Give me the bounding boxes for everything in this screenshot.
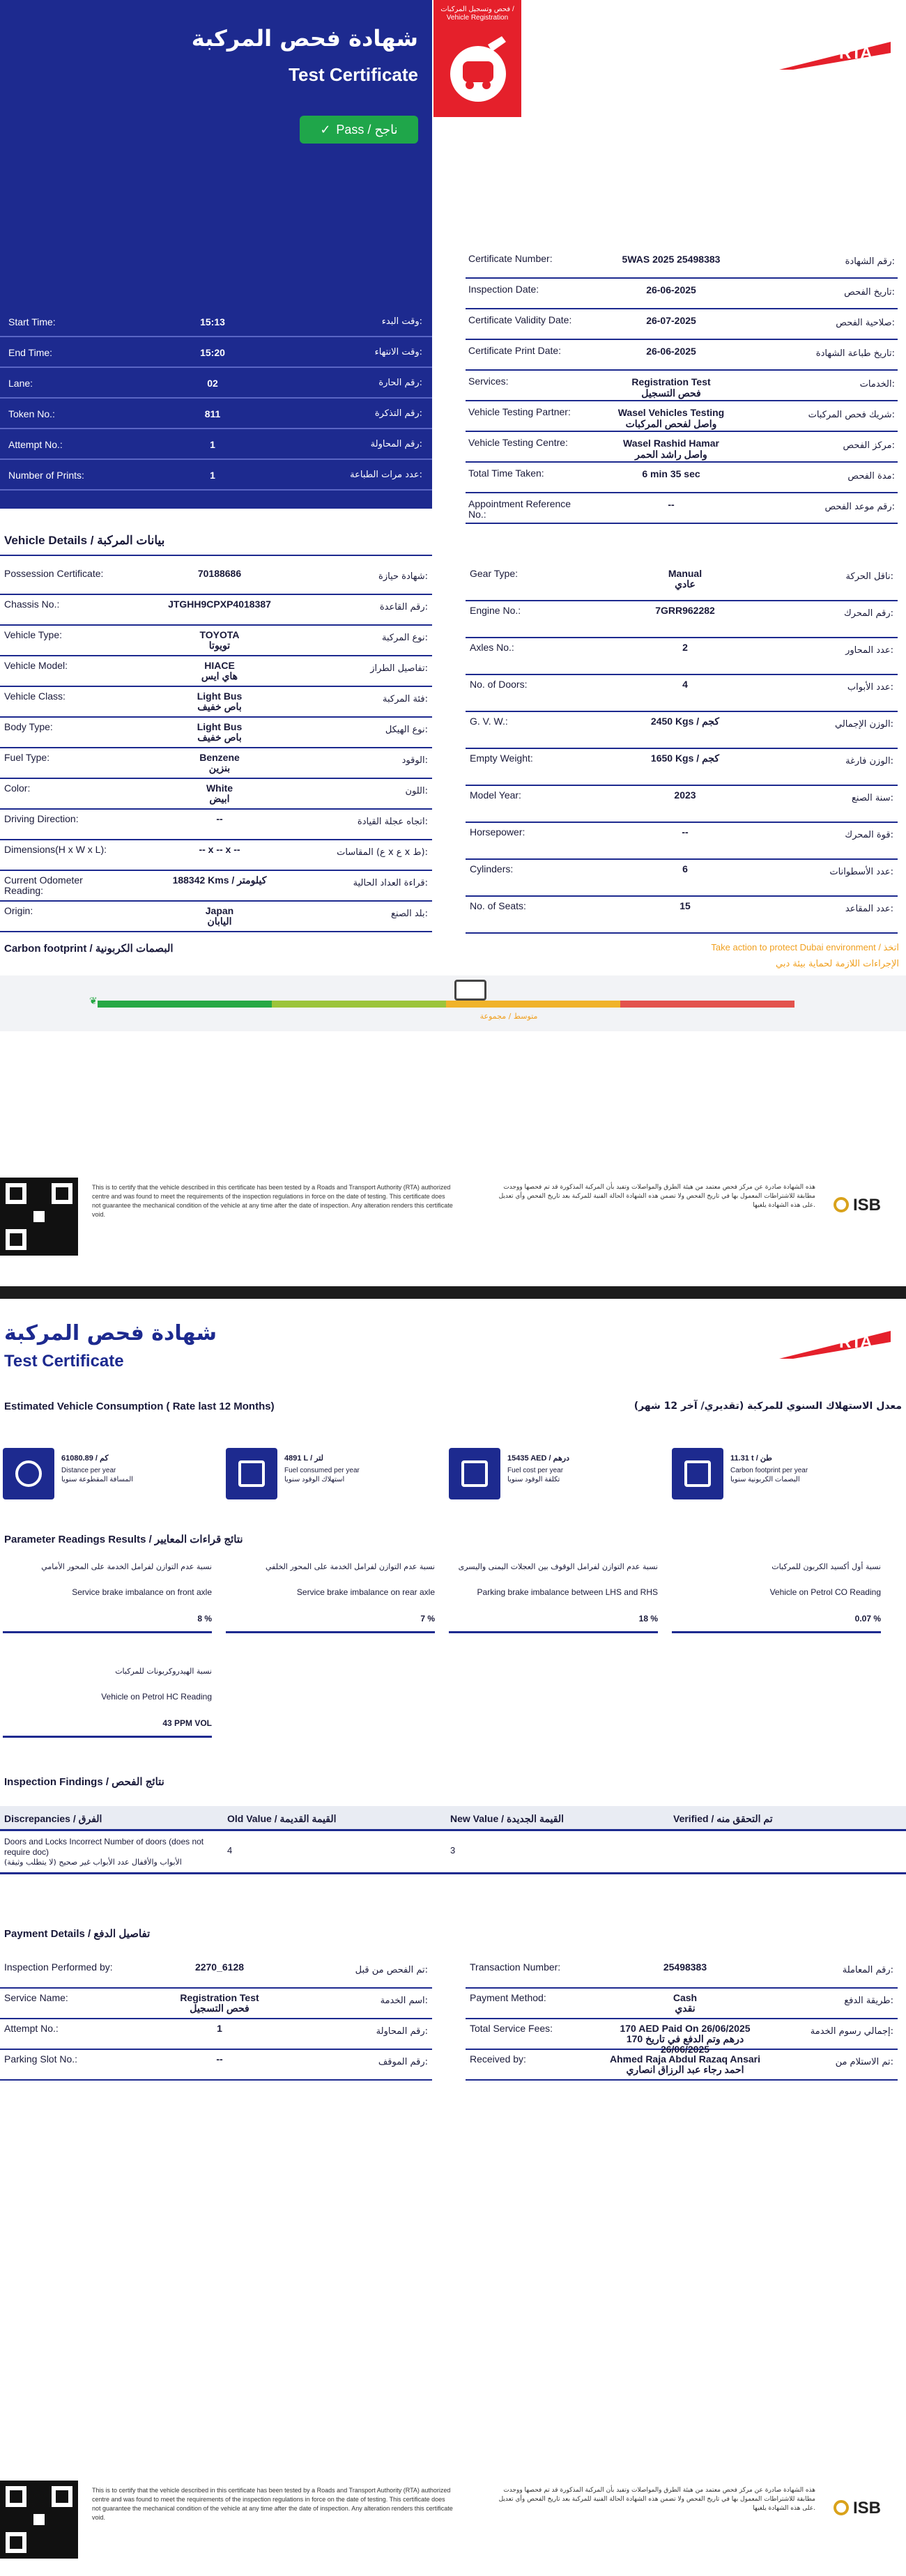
payment-right-label-ar: إجمالي رسوم الخدمة: (810, 2026, 893, 2037)
isb-logo-page2: ISB (834, 2494, 893, 2522)
carbon-segment-moderate (272, 1001, 446, 1008)
param-label-en: Vehicle on Petrol HC Reading (101, 1692, 212, 1702)
certificate-label: Appointment Reference No.: (468, 498, 571, 520)
vehicle-right-value: 2 (682, 642, 688, 653)
param-label-en: Vehicle on Petrol CO Reading (769, 1587, 881, 1597)
vehicle-left-row (0, 564, 432, 595)
vehicle-right-label: Gear Type: (470, 568, 519, 579)
vehicle-left-row (0, 656, 432, 687)
payment-left-row (0, 2050, 432, 2081)
certificate-value: 26-06-2025 (646, 346, 696, 357)
param-value: 43 PPM VOL (162, 1718, 212, 1728)
vehicle-right-label: Horsepower: (470, 826, 525, 838)
footer2-text-ar: هذه الشهادة صادرة عن مركز فحص معتمد من هيئة الطرق والمواصلات وتفيد بأن المركبة المذكورة قد تم فحصها ووجدت مطابقة للاشتراطات المعمول بها في تاريخ الفحص ولا تضمن هذه الشهادة الحالة الفنية للمركبة بعد تاريخ الفحص وأي تعديل على هذه الشهادة يلغيها. (498, 2487, 815, 2512)
certificate-page-1 (0, 0, 906, 1286)
payment-right-label: Total Service Fees: (470, 2023, 553, 2034)
timing-row (0, 337, 432, 368)
vehicle-left-label: Fuel Type: (4, 752, 50, 763)
vehicle-right-row (466, 897, 898, 934)
consumption-desc: Distance per year المسافة المقطوعة سنويا (61, 1467, 134, 1483)
footer-text-ar: هذه الشهادة صادرة عن مركز فحص معتمد من هيئة الطرق والمواصلات وتفيد بأن المركبة المذكورة قد تم فحصها ووجدت مطابقة للاشتراطات المعمول بها في تاريخ الفحص ولا تضمن هذه الشهادة الحالة الفنية للمركبة بعد تاريخ الفحص وأي تعديل على هذه الشهادة يلغيها. (498, 1184, 815, 1209)
param-value: 18 % (638, 1614, 658, 1624)
payment-left-row (0, 1958, 432, 1989)
vehicle-right-label-ar: عدد الأبواب: (847, 682, 893, 693)
consumption-card (226, 1448, 428, 1504)
certificate-value: 6 min 35 sec (642, 468, 700, 479)
vehicle-left-value: HIACE هاي ايس (201, 660, 238, 681)
payment-left-value: -- (216, 2053, 223, 2065)
param-label-ar: نسبة الهيدروكربونات للمركبات (115, 1667, 212, 1676)
payment-right-value: 170 AED Paid On 26/06/2025 170 درهم وتم الدفع في تاريخ 26/06/2025 (620, 2023, 751, 2055)
vehicle-right-value: -- (682, 826, 689, 838)
param-label-en: Service brake imbalance on rear axle (296, 1587, 435, 1597)
timing-label: Lane: (8, 378, 33, 389)
vehicle-right-label-ar: عدد المقاعد: (845, 904, 893, 914)
timing-value: 02 (207, 378, 218, 389)
consumption-desc: Carbon footprint per year البصمات الكربونية سنويا (730, 1467, 808, 1483)
vehicle-right-label: Engine No.: (470, 605, 521, 616)
title-english: Test Certificate (289, 64, 418, 85)
param-title: Parameter Readings Results / نتائج قراءات المعايير (4, 1534, 243, 1545)
speedometer-icon (3, 1448, 54, 1499)
payment-left-label-ar: تم الفحص من قبل: (355, 1965, 428, 1975)
timing-label: Attempt No.: (8, 439, 63, 450)
vehicle-left-row (0, 779, 432, 810)
param-reading (226, 1557, 435, 1633)
param-reading (3, 1661, 212, 1738)
page-separator (0, 1286, 906, 1299)
qr-code (0, 1178, 78, 1256)
certificate-row (466, 279, 898, 309)
payment-left-row (0, 1989, 432, 2019)
vehicle-left-value: White ابيض (206, 782, 233, 804)
consumption-card (672, 1448, 874, 1504)
param-label-en: Service brake imbalance on front axle (72, 1587, 212, 1597)
vehicle-right-label: G. V. W.: (470, 716, 508, 727)
finding-desc-ar: الأبواب والأقفال عدد الأبواب غير صحيح (لا يتطلب وثيقة) (4, 1858, 182, 1867)
consumption-card (3, 1448, 205, 1504)
vehicle-left-label: Driving Direction: (4, 813, 79, 824)
payment-right-row (466, 2050, 898, 2081)
payment-right-row (466, 1989, 898, 2019)
param-label-ar: نسبة أول أكسيد الكربون للمركبات (771, 1562, 881, 1571)
vehicle-left-value: Benzene بنزين (199, 752, 240, 773)
vehicle-left-value: -- x -- x -- (199, 844, 240, 855)
vehicle-right-label: Model Year: (470, 789, 521, 801)
consumption-value: 11.31 t / طن (730, 1454, 772, 1463)
fuel-pump-icon (226, 1448, 277, 1499)
payment-left-value: 1 (217, 2023, 222, 2034)
pass-label: Pass / ناجح (336, 122, 398, 137)
certificate-label-ar: مركز الفحص: (843, 440, 895, 451)
vehicle-left-row (0, 902, 432, 932)
payment-right-label-ar: تم الاستلام من: (835, 2057, 893, 2067)
payment-left-label-ar: اسم الخدمة: (380, 1996, 428, 2006)
payment-right-value: 25498383 (663, 1961, 707, 1973)
vehicle-left-row (0, 626, 432, 656)
timing-value: 15:13 (200, 316, 225, 327)
consumption-desc: Fuel cost per year تكلفة الوقود سنويا (507, 1467, 564, 1483)
timing-value: 15:20 (200, 347, 225, 358)
certificate-row (466, 248, 898, 279)
vehicle-marker-icon (454, 980, 486, 1001)
certificate-label-ar: تاريخ طباعة الشهادة: (815, 348, 895, 359)
timing-label-ar: رقم الحارة: (378, 378, 422, 388)
finding-old-value: 4 (227, 1845, 233, 1856)
rta-logo-page2 (772, 1317, 898, 1366)
vehicle-right-label: Cylinders: (470, 863, 514, 874)
timing-row (0, 368, 432, 399)
certificate-label-ar: رقم موعد الفحص: (824, 502, 895, 512)
vehicle-right-value: 2450 Kgs / كجم (650, 716, 720, 727)
payment-right-label-ar: رقم المعاملة: (842, 1965, 893, 1975)
vehicle-right-row (466, 675, 898, 712)
vehicle-right-row (466, 638, 898, 675)
vehicle-right-row (466, 860, 898, 897)
payment-left-label-ar: رقم المحاولة: (376, 2026, 428, 2037)
timing-value: 811 (204, 408, 221, 419)
service-logo-box (433, 0, 521, 117)
certificate-value: 26-07-2025 (646, 315, 696, 326)
certificate-label: Certificate Number: (468, 253, 553, 264)
vehicle-right-label-ar: ناقل الحركة: (845, 571, 893, 582)
consumption-value: 61080.89 / كم (61, 1454, 109, 1463)
payment-title: Payment Details / تفاصيل الدفع (4, 1928, 151, 1940)
vehicle-left-row (0, 748, 432, 779)
vehicle-left-label: Color: (4, 782, 31, 794)
vehicle-left-label-ar: تفاصيل الطراز: (370, 663, 428, 674)
vehicle-left-label: Vehicle Model: (4, 660, 68, 671)
vehicle-right-label-ar: سنة الصنع: (852, 793, 893, 803)
carbon-title: Carbon footprint / البصمات الكربونية (4, 943, 174, 955)
vehicle-right-value: 6 (682, 863, 688, 874)
timing-row (0, 460, 432, 491)
consumption-value: 15435 AED / درهم (507, 1454, 569, 1463)
certificate-label-ar: تاريخ الفحص: (844, 287, 895, 298)
param-label-en: Parking brake imbalance between LHS and RHS (477, 1587, 658, 1597)
payment-right-value: Cash نقدي (673, 1992, 698, 2014)
page2-title-english: Test Certificate (4, 1352, 124, 1371)
param-value: 8 % (197, 1614, 212, 1624)
carbon-marker-label: متوسط / مجموعة (479, 1012, 538, 1021)
service-caption: فحص وتسجيل المركبات / Vehicle Registration (440, 6, 514, 22)
consumption-title-ar: معدل الاستهلاك السنوي للمركبة (تقديري/ آخر 12 شهر) (634, 1401, 902, 1412)
vehicle-left-label: Current Odometer Reading: (4, 874, 83, 896)
certificate-value: 5WAS 2025 25498383 (622, 254, 721, 265)
vehicle-left-label: Dimensions(H x W x L): (4, 844, 107, 855)
vehicle-left-row (0, 718, 432, 748)
consumption-desc: Fuel consumed per year استهلاك الوقود سنويا (284, 1467, 360, 1483)
pass-badge (300, 116, 418, 144)
findings-col-new: New Value / القيمة الجديدة (450, 1813, 565, 1824)
vehicle-right-value: 7GRR962282 (655, 605, 715, 616)
timing-row (0, 429, 432, 460)
timing-row (0, 307, 432, 337)
vehicle-left-label: Chassis No.: (4, 599, 60, 610)
footer-page2 (0, 2481, 906, 2564)
certificate-row (466, 371, 898, 401)
timing-row (0, 399, 432, 429)
param-value: 7 % (420, 1614, 435, 1624)
vehicle-left-row (0, 810, 432, 840)
payment-left-value: 2270_6128 (194, 1961, 245, 1973)
timing-value: 1 (210, 439, 215, 450)
vehicle-right-label: Empty Weight: (470, 753, 533, 764)
leaf-icon: ❦ (89, 995, 98, 1006)
vehicle-left-label-ar: بلد الصنع: (391, 909, 428, 919)
check-icon: ✓ (320, 122, 331, 137)
vehicle-right-row (466, 786, 898, 823)
carbon-segment-low (98, 1001, 272, 1008)
certificate-row (466, 401, 898, 432)
vehicle-left-value: Light Bus باص خفيف (197, 691, 243, 712)
car-inspection-icon (446, 31, 510, 107)
timing-label: Start Time: (8, 316, 56, 327)
vehicle-left-label-ar: قراءة العداد الحالية: (353, 878, 428, 888)
rta-logo (772, 28, 898, 77)
findings-col-verified: Verified / تم التحقق منه (673, 1813, 773, 1824)
vehicle-right-label-ar: قوة المحرك: (845, 830, 893, 840)
payment-right-label: Transaction Number: (470, 1961, 561, 1973)
payment-left-label: Attempt No.: (4, 2023, 59, 2034)
consumption-title-en: Estimated Vehicle Consumption ( Rate last 12 Months) (4, 1401, 275, 1412)
certificate-row (466, 463, 898, 493)
vehicle-left-row (0, 840, 432, 871)
consumption-card (449, 1448, 651, 1504)
vehicle-right-row (466, 601, 898, 638)
vehicle-left-value: TOYOTA تويوتا (199, 629, 240, 651)
findings-col-old: Old Value / القيمة القديمة (227, 1813, 337, 1824)
leaf-icon (672, 1448, 723, 1499)
certificate-row (466, 340, 898, 371)
vehicle-left-value: 188342 Kms / كيلومتر (172, 874, 267, 886)
vehicle-right-label-ar: عدد الأسطوانات: (829, 867, 893, 877)
isb-logo: ISB (834, 1191, 893, 1219)
svg-text:RTA: RTA (839, 1333, 873, 1352)
timing-label: Number of Prints: (8, 470, 84, 481)
vehicle-left-label-ar: نوع الهيكل: (385, 725, 428, 735)
certificate-row (466, 493, 898, 524)
divider (0, 555, 432, 556)
title-arabic: شهادة فحص المركبة (191, 25, 418, 52)
certificate-value: Wasel Vehicles Testing واصل لفحص المركبات (617, 407, 725, 429)
vehicle-left-label: Vehicle Type: (4, 629, 63, 640)
vehicle-left-value: 70188686 (197, 568, 242, 579)
page2-title-arabic: شهادة فحص المركبة (4, 1321, 217, 1345)
param-label-ar: نسبة عدم التوازن لفرامل الخدمة على المحور الأمامي (41, 1562, 212, 1571)
certificate-label: Vehicle Testing Centre: (468, 437, 568, 448)
finding-desc-en: Doors and Locks Incorrect Number of doors (does not require doc) (4, 1837, 204, 1857)
vehicle-left-label: Vehicle Class: (4, 691, 66, 702)
payment-left-row (0, 2019, 432, 2050)
vehicle-right-label-ar: رقم المحرك: (843, 608, 893, 619)
payment-right-label-ar: طريقة الدفع: (844, 1996, 893, 2006)
certificate-value: Wasel Rashid Hamar واصل راشد الحمر (623, 438, 719, 460)
param-value: 0.07 % (854, 1614, 881, 1624)
vehicle-left-value: Light Bus باص خفيف (197, 721, 243, 743)
carbon-segment-very-high (620, 1001, 794, 1008)
timing-label-ar: وقت البدء: (381, 316, 422, 327)
certificate-label: Vehicle Testing Partner: (468, 406, 571, 417)
payment-right-value: Ahmed Raja Abdul Razaq Ansari احمد رجاء عبد الرزاق انصاري (609, 2053, 760, 2075)
vehicle-left-label: Origin: (4, 905, 33, 916)
vehicle-left-label-ar: الوقود: (401, 755, 428, 766)
vehicle-left-value: -- (216, 813, 223, 824)
timing-label: End Time: (8, 347, 53, 358)
vehicle-right-row (466, 564, 898, 601)
certificate-label: Inspection Date: (468, 284, 539, 295)
money-stack-icon (449, 1448, 500, 1499)
vehicle-left-label-ar: اتجاه عجلة القيادة: (357, 817, 428, 827)
payment-right-label: Received by: (470, 2053, 526, 2065)
vehicle-right-label: Axles No.: (470, 642, 514, 653)
vehicle-left-label-ar: فئة المركبة: (383, 694, 428, 704)
vehicle-right-value: Manual عادي (668, 568, 702, 589)
payment-right-row (466, 1958, 898, 1989)
vehicle-right-value: 2023 (674, 789, 696, 801)
vehicle-right-row (466, 712, 898, 749)
vehicle-left-label: Possession Certificate: (4, 568, 104, 579)
certificate-value: -- (668, 499, 675, 510)
consumption-value: 4891 L / لتر (284, 1454, 323, 1463)
vehicle-right-value: 1650 Kgs / كجم (650, 753, 720, 764)
payment-right-label: Payment Method: (470, 1992, 546, 2003)
certificate-label-ar: الخدمات: (859, 379, 895, 390)
timing-label-ar: رقم المحاولة: (370, 439, 422, 449)
timing-label-ar: عدد مرات الطباعة: (350, 470, 422, 480)
findings-table-header (0, 1806, 906, 1831)
timing-label-ar: وقت الانتهاء: (374, 347, 422, 357)
timing-label: Token No.: (8, 408, 55, 419)
vehicle-left-label-ar: اللون: (405, 786, 428, 796)
vehicle-right-label-ar: عدد المحاور: (845, 645, 893, 656)
certificate-label-ar: مدة الفحص: (847, 471, 895, 481)
vehicle-left-label-ar: نوع المركبة: (382, 633, 428, 643)
finding-new-value: 3 (450, 1845, 456, 1856)
certificate-label-ar: رقم الشهادة: (845, 256, 895, 267)
findings-col-discrepancies: Discrepancies / الفرق (4, 1813, 102, 1824)
vehicle-right-label: No. of Doors: (470, 679, 528, 690)
footer2-text-en: This is to certify that the vehicle described in this certificate has been tested by a Roads and Transport Authority (RTA) authorized centre and was found to meet the requirements of the inspection regulations in force on the date of testing. This certificate does not guarantee the mechanical condition of the vehicle at any time after the date of inspection. Any alteration renders this certificate void. (92, 2487, 453, 2521)
vehicle-details-title: Vehicle Details / بيانات المركبة (4, 534, 165, 547)
payment-left-label: Parking Slot No.: (4, 2053, 78, 2065)
certificate-label: Certificate Validity Date: (468, 314, 572, 325)
certificate-label-ar: شريك فحص المركبات: (808, 410, 895, 420)
payment-left-value: Registration Test فحص التسجيل (180, 1992, 259, 2014)
vehicle-right-label-ar: الوزن فارغة: (845, 756, 893, 766)
payment-left-label: Inspection Performed by: (4, 1961, 113, 1973)
payment-right-row (466, 2019, 898, 2055)
certificate-value: 26-06-2025 (646, 284, 696, 295)
findings-row (0, 1833, 906, 1874)
certificate-row (466, 309, 898, 340)
findings-title: Inspection Findings / نتائج الفحص (4, 1776, 164, 1788)
certificate-label-ar: صلاحية الفحص: (836, 318, 895, 328)
param-reading (449, 1557, 658, 1633)
vehicle-left-row (0, 871, 432, 902)
vehicle-left-value: JTGHH9CPXP4018387 (168, 599, 271, 610)
payment-left-label-ar: رقم الموقف: (378, 2057, 428, 2067)
vehicle-left-label: Body Type: (4, 721, 53, 732)
param-reading (672, 1557, 881, 1633)
carbon-note-en: Take action to protect Dubai environment / اتخذ (711, 942, 899, 952)
vehicle-left-value: Japan اليابان (205, 905, 234, 927)
vehicle-right-row (466, 749, 898, 786)
vehicle-right-value: 4 (682, 679, 688, 690)
qr-code-page2 (0, 2481, 78, 2559)
vehicle-left-row (0, 687, 432, 718)
vehicle-right-label: No. of Seats: (470, 900, 526, 911)
carbon-note-ar: الإجراءات اللازمة لحماية بيئة دبي (776, 959, 899, 969)
vehicle-left-label-ar: المقاسات (ع x ع x ط): (337, 847, 428, 858)
carbon-segment-high (446, 1001, 620, 1008)
vehicle-left-label-ar: رقم القاعدة: (379, 602, 428, 612)
vehicle-right-label-ar: الوزن الإجمالي: (835, 719, 893, 730)
footer (0, 1178, 906, 1261)
timing-value: 1 (210, 470, 215, 481)
param-reading (3, 1557, 212, 1633)
timing-label-ar: رقم التذكرة: (374, 408, 422, 419)
vehicle-right-value: 15 (680, 900, 691, 911)
certificate-label: Services: (468, 376, 509, 387)
vehicle-left-row (0, 595, 432, 626)
certificate-label: Certificate Print Date: (468, 345, 562, 356)
param-label-ar: نسبة عدم التوازن لفرامل الوقوف بين العجلات اليمنى واليسرى (458, 1562, 658, 1571)
vehicle-right-row (466, 823, 898, 860)
certificate-value: Registration Test فحص التسجيل (631, 376, 711, 399)
footer-text-en: This is to certify that the vehicle described in this certificate has been tested by a Roads and Transport Authority (RTA) authorized centre and was found to meet the requirements of the inspection regulations in force on the date of testing. This certificate does not guarantee the mechanical condition of the vehicle at any time after the date of inspection. Any alteration renders this certificate void. (92, 1184, 453, 1218)
vehicle-left-label-ar: شهادة حيازة: (378, 571, 428, 582)
certificate-row (466, 432, 898, 463)
svg-text:RTA: RTA (839, 44, 873, 63)
certificate-label: Total Time Taken: (468, 468, 544, 479)
param-label-ar: نسبة عدم التوازن لفرامل الخدمة على المحور الخلفي (265, 1562, 435, 1571)
payment-left-label: Service Name: (4, 1992, 68, 2003)
